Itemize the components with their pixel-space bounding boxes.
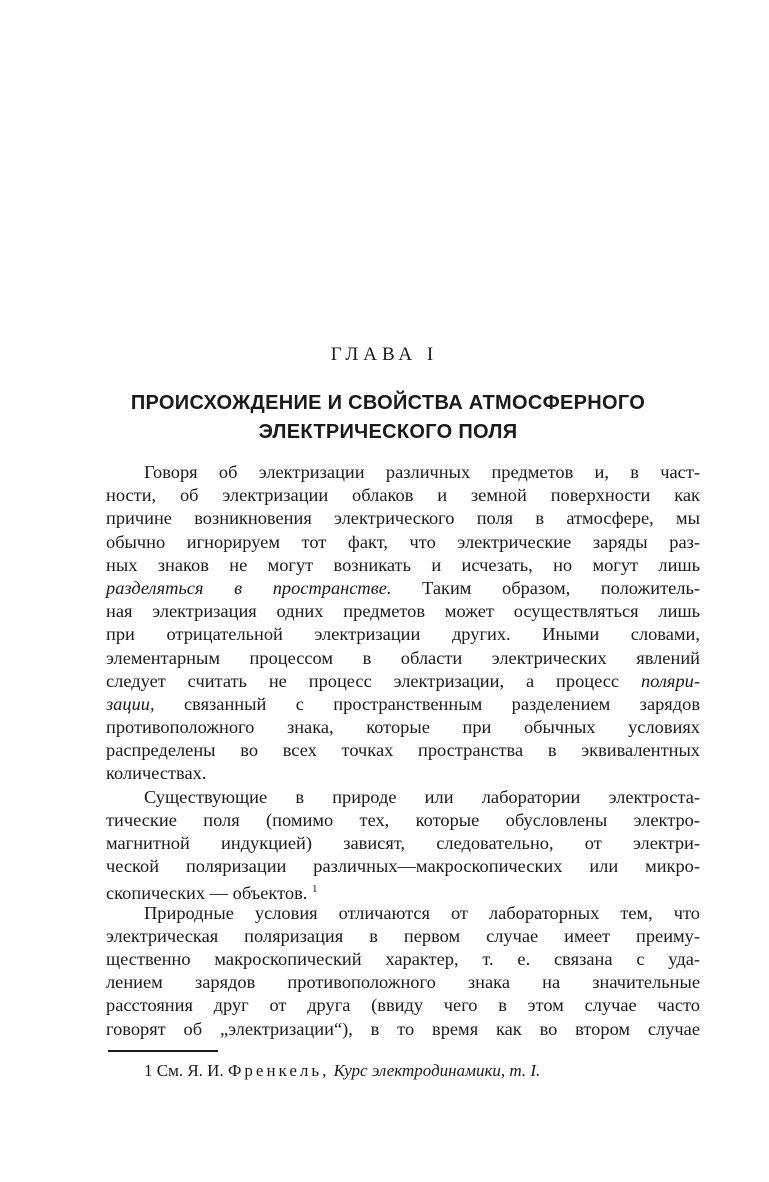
text-line: магнитной индукцией) зависят, следовательно, от электри- — [106, 833, 700, 853]
body-text — [106, 461, 700, 1041]
text-line: ная электризация одних предметов может осуществляться лишь — [106, 601, 700, 622]
text-line: элементарным процессом в области электрических явлений — [106, 647, 700, 668]
text-segment: связанный с пространственным разделением зарядов — [154, 693, 700, 714]
text-line: электрическая поляризация в первом случае имеет преиму- — [106, 925, 700, 946]
text-line — [106, 878, 700, 904]
text-segment: Таким образом, положитель- — [391, 577, 700, 598]
text-line: Природные условия отличаются от лабораторных тем, что — [144, 902, 700, 923]
italic-phrase: зации, — [106, 693, 155, 714]
text-segment: следует считать не процесс электризации, а процесс — [106, 670, 641, 691]
chapter-title-line-2: ЭЛЕКТРИЧЕСКОГО ПОЛЯ — [258, 421, 518, 443]
text-line: тические поля (помимо тех, которые обусловлены электро- — [106, 809, 700, 830]
text-segment: скопических — объектов. — [106, 883, 308, 904]
text-line: обычно игнорируем тот факт, что электрические заряды раз- — [106, 531, 700, 552]
text-line: распределены во всех точках пространства в эквивалентных — [106, 740, 700, 761]
text-line: ности, об электризации облаков и земной поверхности как — [106, 485, 700, 506]
text-line: Существующие в природе или лаборатории электроста- — [144, 786, 700, 807]
footnote-author: Френкель, — [227, 1061, 330, 1080]
footnote-prefix: См. Я. И. — [156, 1061, 224, 1080]
text-line: Говоря об электризации различных предметов и, в част- — [144, 462, 700, 482]
text-line: расстояния друг от друга (ввиду чего в этом случае часто — [106, 995, 700, 1016]
footnote-work: Курс электродинамики, т. I. — [333, 1061, 541, 1080]
chapter-title — [100, 389, 676, 447]
text-line: ных знаков не могут возникать и исчезать, но могут лишь — [106, 554, 700, 575]
text-line — [106, 577, 700, 600]
italic-phrase: разделяться в пространстве. — [106, 577, 392, 598]
text-line: говорят об „электризации“), в то время как во втором случае — [106, 1018, 700, 1039]
chapter-title-line-1: ПРОИСХОЖДЕНИЕ И СВОЙСТВА АТМОСФЕРНОГО — [130, 392, 646, 414]
text-line — [106, 693, 700, 716]
text-line: при отрицательной электризации других. Иными словами, — [106, 624, 700, 645]
text-line — [106, 670, 700, 693]
text-line: количествах. — [106, 763, 207, 784]
text-line: лением зарядов противоположного знака на значительные — [106, 972, 700, 993]
footnote-divider — [108, 1050, 218, 1052]
text-line: щественно макроскопический характер, т. е. связана с уда- — [106, 948, 700, 969]
italic-phrase: поляри- — [640, 670, 700, 691]
chapter-label: ГЛАВА I — [330, 344, 439, 365]
text-line: причине возникновения электрического поля в атмосфере, мы — [106, 508, 700, 529]
footnote-number: 1 — [144, 1061, 153, 1080]
text-line: противоположного знака, которые при обычных условиях — [106, 717, 700, 738]
footnote — [144, 1061, 540, 1081]
footnote-reference: 1 — [311, 883, 318, 896]
text-line: ческой поляризации различных—макроскопических или микро- — [106, 856, 700, 877]
